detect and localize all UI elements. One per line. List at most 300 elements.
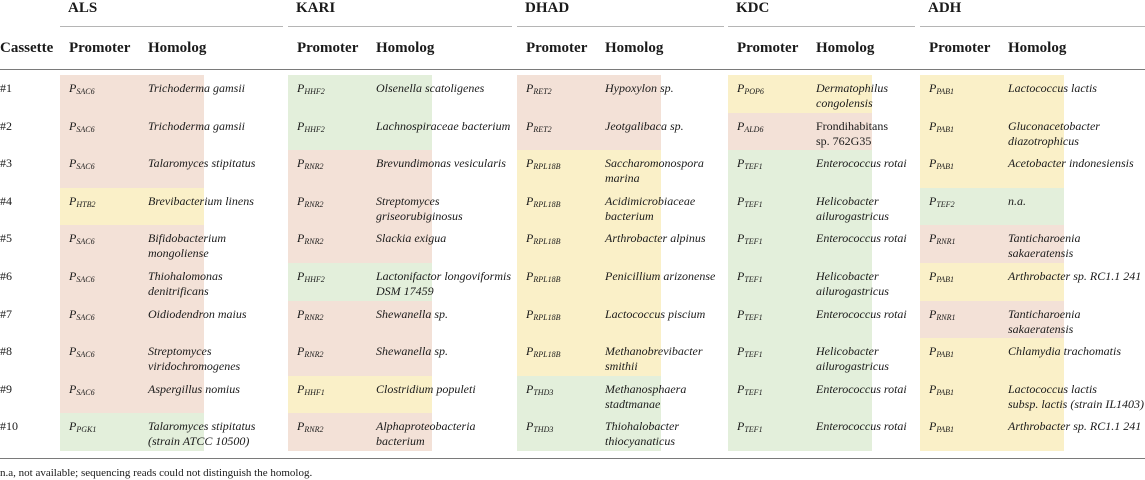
homolog-name bbox=[1008, 419, 1141, 434]
homolog-line: sakaeratensis bbox=[1008, 246, 1074, 261]
promoter-name bbox=[69, 156, 95, 174]
homolog-header: Homolog bbox=[1008, 40, 1067, 56]
promoter-name bbox=[526, 419, 553, 437]
homolog-line: Aspergillus nomius bbox=[148, 381, 240, 396]
homolog-name bbox=[148, 419, 255, 449]
promoter-subscript: PAB1 bbox=[936, 124, 954, 134]
homolog-line: Tanticharoenia bbox=[1008, 306, 1081, 321]
homolog-line: marina bbox=[605, 171, 640, 186]
promoter-prefix: P bbox=[737, 231, 745, 246]
promoter-header: Promoter bbox=[737, 40, 799, 56]
homolog-header: Homolog bbox=[816, 40, 875, 56]
promoter-subscript: RPL18B bbox=[533, 237, 561, 247]
promoter-name bbox=[69, 269, 95, 287]
promoter-name bbox=[526, 81, 552, 99]
promoter-subscript: RNR1 bbox=[936, 312, 956, 322]
promoter-prefix: P bbox=[69, 344, 77, 359]
group-header-kdc: KDC bbox=[736, 0, 770, 16]
cassette-id: #1 bbox=[0, 81, 12, 95]
promoter-prefix: P bbox=[929, 81, 937, 95]
promoter-subscript: TEF1 bbox=[744, 425, 763, 435]
promoter-subscript: SAC6 bbox=[76, 162, 95, 172]
promoter-name bbox=[929, 307, 955, 325]
promoter-header: Promoter bbox=[69, 40, 131, 56]
promoter-name bbox=[737, 344, 763, 362]
group-header-als: ALS bbox=[68, 0, 98, 16]
homolog-line: ailurogastricus bbox=[816, 359, 889, 374]
cassette-id: #2 bbox=[0, 118, 12, 133]
homolog-name bbox=[1008, 119, 1100, 149]
promoter-subscript: THD3 bbox=[533, 387, 554, 397]
promoter-prefix: P bbox=[526, 306, 534, 321]
promoter-name bbox=[737, 231, 763, 249]
promoter-subscript: SAC6 bbox=[76, 87, 95, 96]
promoter-prefix: P bbox=[737, 193, 745, 208]
homolog-name bbox=[605, 382, 686, 412]
homolog-name bbox=[376, 344, 448, 359]
homolog-line: stadtmanae bbox=[605, 396, 661, 411]
promoter-subscript: PAB1 bbox=[936, 275, 954, 284]
homolog-line: Trichoderma gamsii bbox=[148, 118, 246, 133]
promoter-prefix: P bbox=[737, 306, 745, 321]
promoter-name bbox=[526, 231, 560, 249]
cassette-id: #3 bbox=[0, 156, 12, 171]
promoter-subscript: TEF1 bbox=[744, 387, 763, 397]
homolog-name bbox=[816, 231, 907, 246]
promoter-prefix: P bbox=[69, 231, 77, 246]
homolog-line: Alphaproteobacteria bbox=[376, 419, 476, 434]
bottom-rule bbox=[0, 458, 1145, 459]
promoter-prefix: P bbox=[737, 344, 745, 359]
promoter-subscript: RNR2 bbox=[304, 199, 324, 209]
promoter-prefix: P bbox=[929, 118, 937, 133]
promoter-subscript: HHF1 bbox=[304, 387, 325, 397]
promoter-prefix: P bbox=[929, 419, 937, 434]
homolog-line: Chlamydia trachomatis bbox=[1008, 344, 1121, 359]
promoter-name bbox=[929, 419, 954, 437]
promoter-prefix: P bbox=[737, 419, 745, 434]
promoter-prefix: P bbox=[69, 269, 77, 283]
homolog-line: Helicobacter bbox=[816, 344, 879, 359]
promoter-name bbox=[929, 194, 955, 212]
homolog-name bbox=[376, 382, 476, 397]
homolog-name bbox=[816, 81, 888, 111]
promoter-name bbox=[737, 269, 763, 287]
promoter-subscript: RPL18B bbox=[533, 275, 561, 284]
promoter-name bbox=[69, 344, 95, 362]
homolog-line: Jeotgalibaca sp. bbox=[605, 118, 684, 133]
homolog-line: sp. 762G35 bbox=[816, 133, 872, 148]
homolog-name bbox=[605, 307, 705, 322]
promoter-prefix: P bbox=[297, 381, 305, 396]
homolog-name bbox=[148, 344, 240, 374]
promoter-name bbox=[297, 419, 323, 437]
promoter-prefix: P bbox=[297, 193, 305, 208]
promoter-prefix: P bbox=[929, 381, 937, 396]
promoter-prefix: P bbox=[929, 306, 937, 321]
homolog-line: Talaromyces stipitatus bbox=[148, 419, 256, 434]
group-header-adh: ADH bbox=[928, 0, 962, 16]
promoter-prefix: P bbox=[297, 419, 305, 434]
homolog-line: griseorubiginosus bbox=[376, 208, 463, 223]
promoter-subscript: RNR2 bbox=[304, 350, 324, 360]
promoter-prefix: P bbox=[69, 381, 77, 396]
promoter-name bbox=[737, 419, 763, 437]
promoter-name bbox=[69, 307, 95, 325]
homolog-line: Acidimicrobiaceae bbox=[605, 193, 696, 208]
promoter-name bbox=[929, 382, 954, 400]
promoter-prefix: P bbox=[297, 306, 305, 321]
promoter-name bbox=[737, 382, 763, 400]
group-rule bbox=[60, 26, 283, 27]
cassette-header: Cassette bbox=[0, 40, 54, 56]
promoter-prefix: P bbox=[297, 344, 305, 359]
homolog-name bbox=[1008, 156, 1134, 171]
promoter-name bbox=[526, 307, 560, 325]
promoter-name bbox=[69, 81, 95, 99]
promoter-subscript: TEF1 bbox=[744, 350, 763, 360]
promoter-prefix: P bbox=[69, 118, 77, 133]
homolog-name bbox=[148, 81, 245, 96]
homolog-line: Lactococcus lactis bbox=[1008, 81, 1097, 95]
promoter-subscript: PAB1 bbox=[936, 162, 954, 172]
promoter-name bbox=[929, 156, 954, 174]
promoter-name bbox=[297, 269, 325, 287]
homolog-line: Bifidobacterium bbox=[148, 231, 226, 246]
homolog-line: mongoliense bbox=[148, 246, 209, 261]
promoter-name bbox=[737, 194, 763, 212]
promoter-name bbox=[297, 81, 325, 99]
homolog-line: ailurogastricus bbox=[816, 284, 889, 298]
homolog-line: Streptomyces bbox=[148, 344, 212, 359]
homolog-name bbox=[1008, 81, 1097, 96]
promoter-subscript: RNR1 bbox=[936, 237, 956, 247]
homolog-line: subsp. lactis (strain IL1403) bbox=[1008, 396, 1145, 411]
promoter-prefix: P bbox=[526, 81, 534, 95]
homolog-line: Arthrobacter sp. RC1.1 241 bbox=[1008, 419, 1142, 434]
promoter-prefix: P bbox=[526, 156, 534, 171]
promoter-prefix: P bbox=[737, 381, 745, 396]
promoter-subscript: TEF1 bbox=[744, 275, 763, 284]
homolog-name bbox=[148, 269, 223, 299]
promoter-prefix: P bbox=[69, 419, 77, 434]
homolog-header: Homolog bbox=[376, 40, 435, 56]
promoter-prefix: P bbox=[526, 344, 534, 359]
homolog-name bbox=[148, 194, 254, 209]
promoter-name bbox=[737, 156, 763, 174]
homolog-line: Enterococcus rotai bbox=[816, 419, 907, 434]
homolog-line: Enterococcus rotai bbox=[816, 381, 907, 396]
homolog-name bbox=[605, 269, 715, 284]
homolog-line: Enterococcus rotai bbox=[816, 156, 907, 171]
promoter-subscript: HTB2 bbox=[76, 199, 96, 209]
homolog-name bbox=[376, 231, 446, 246]
homolog-line: Hypoxylon sp. bbox=[605, 81, 674, 95]
promoter-prefix: P bbox=[929, 344, 937, 359]
homolog-line: Lachnospiraceae bacterium bbox=[376, 118, 511, 133]
promoter-subscript: TEF2 bbox=[936, 199, 955, 209]
homolog-line: Methanobrevibacter bbox=[605, 344, 703, 359]
promoter-name bbox=[929, 119, 954, 137]
homolog-name bbox=[605, 194, 695, 224]
homolog-line: Shewanella sp. bbox=[376, 344, 448, 359]
homolog-name bbox=[816, 119, 888, 149]
homolog-name bbox=[1008, 382, 1144, 412]
homolog-line: n.a. bbox=[1008, 193, 1026, 208]
promoter-name bbox=[297, 194, 323, 212]
homolog-line: (strain ATCC 10500) bbox=[148, 434, 250, 449]
homolog-line: Thiohalobacter bbox=[605, 419, 679, 434]
homolog-line: Shewanella sp. bbox=[376, 306, 448, 321]
promoter-name bbox=[526, 344, 560, 362]
promoter-header: Promoter bbox=[526, 40, 588, 56]
promoter-name bbox=[69, 382, 95, 400]
homolog-line: bacterium bbox=[376, 434, 425, 449]
promoter-prefix: P bbox=[297, 231, 305, 246]
homolog-name bbox=[816, 307, 907, 322]
promoter-subscript: PAB1 bbox=[936, 350, 954, 360]
homolog-line: Brevundimonas vesicularis bbox=[376, 156, 506, 171]
promoter-prefix: P bbox=[526, 419, 534, 434]
homolog-name bbox=[376, 81, 484, 96]
promoter-subscript: PGK1 bbox=[76, 425, 97, 435]
promoter-name bbox=[526, 194, 560, 212]
promoter-prefix: P bbox=[297, 81, 305, 95]
promoter-prefix: P bbox=[297, 269, 305, 283]
promoter-subscript: HHF2 bbox=[304, 275, 325, 284]
promoter-subscript: TEF1 bbox=[744, 162, 763, 172]
promoter-subscript: RET2 bbox=[533, 87, 552, 96]
homolog-name bbox=[605, 119, 684, 134]
homolog-line: viridochromogenes bbox=[148, 359, 241, 374]
promoter-subscript: THD3 bbox=[533, 425, 554, 435]
promoter-name bbox=[297, 382, 325, 400]
homolog-name bbox=[816, 382, 907, 397]
cassette-id: #4 bbox=[0, 193, 12, 208]
table-footnote: n.a, not available; sequencing reads could not distinguish the homolog. bbox=[0, 467, 313, 479]
promoter-name bbox=[929, 344, 954, 362]
promoter-prefix: P bbox=[297, 156, 305, 171]
homolog-line: Arthrobacter alpinus bbox=[605, 231, 706, 246]
promoter-name bbox=[297, 156, 323, 174]
homolog-line: Lactonifactor longoviformis bbox=[376, 269, 511, 283]
promoter-prefix: P bbox=[526, 118, 534, 133]
promoter-subscript: PAB1 bbox=[936, 425, 954, 435]
promoter-name bbox=[69, 194, 95, 212]
homolog-name bbox=[605, 419, 679, 449]
homolog-name bbox=[148, 307, 247, 322]
promoter-name bbox=[526, 119, 552, 137]
promoter-subscript: RNR2 bbox=[304, 162, 324, 172]
group-header-dhad: DHAD bbox=[525, 0, 570, 16]
homolog-line: Enterococcus rotai bbox=[816, 306, 907, 321]
cassette-id: #6 bbox=[0, 269, 12, 283]
promoter-name bbox=[737, 307, 763, 325]
group-rule bbox=[288, 26, 512, 27]
homolog-line: Lactococcus piscium bbox=[605, 306, 706, 321]
promoter-subscript: SAC6 bbox=[76, 275, 95, 284]
homolog-name bbox=[376, 419, 476, 449]
homolog-name bbox=[376, 194, 463, 224]
homolog-line: Penicillium arizonense bbox=[605, 269, 716, 283]
promoter-subscript: SAC6 bbox=[76, 237, 95, 247]
homolog-line: Olsenella scatoligenes bbox=[376, 81, 485, 95]
homolog-line: Oidiodendron maius bbox=[148, 306, 247, 321]
promoter-prefix: P bbox=[929, 193, 937, 208]
homolog-line: Brevibacterium linens bbox=[148, 193, 254, 208]
homolog-name bbox=[376, 156, 506, 171]
homolog-name bbox=[1008, 344, 1121, 359]
promoter-subscript: TEF1 bbox=[744, 237, 763, 247]
homolog-name bbox=[376, 269, 511, 299]
promoter-subscript: RNR2 bbox=[304, 425, 324, 435]
homolog-line: sakaeratensis bbox=[1008, 321, 1074, 336]
homolog-line: thiocyanaticus bbox=[605, 434, 675, 449]
cassette-id: #5 bbox=[0, 231, 12, 246]
homolog-name bbox=[376, 307, 448, 322]
homolog-name bbox=[605, 81, 674, 96]
cassette-id: #9 bbox=[0, 381, 12, 396]
homolog-line: smithii bbox=[605, 359, 638, 374]
homolog-line: Frondihabitans bbox=[816, 118, 888, 133]
promoter-name bbox=[737, 81, 764, 99]
promoter-prefix: P bbox=[69, 306, 77, 321]
homolog-line: Helicobacter bbox=[816, 269, 879, 283]
homolog-name bbox=[148, 156, 255, 171]
homolog-line: Gluconacetobacter bbox=[1008, 118, 1100, 133]
homolog-name bbox=[148, 382, 240, 397]
homolog-line: Trichoderma gamsii bbox=[148, 81, 246, 95]
promoter-prefix: P bbox=[526, 193, 534, 208]
promoter-subscript: RNR2 bbox=[304, 237, 324, 247]
promoter-subscript: RPL18B bbox=[533, 162, 561, 172]
homolog-name bbox=[816, 344, 889, 374]
promoter-header: Promoter bbox=[297, 40, 359, 56]
homolog-name bbox=[816, 156, 907, 171]
group-header-kari: KARI bbox=[296, 0, 336, 16]
homolog-line: Tanticharoenia bbox=[1008, 231, 1081, 246]
homolog-line: Slackia exigua bbox=[376, 231, 447, 246]
promoter-name bbox=[297, 231, 323, 249]
promoter-name bbox=[69, 119, 95, 137]
promoter-subscript: SAC6 bbox=[76, 387, 95, 397]
promoter-name bbox=[929, 81, 954, 99]
homolog-name bbox=[816, 194, 889, 224]
promoter-subscript: RPL18B bbox=[533, 199, 561, 209]
homolog-name bbox=[1008, 307, 1080, 337]
homolog-line: Enterococcus rotai bbox=[816, 231, 907, 246]
promoter-name bbox=[69, 231, 95, 249]
cassette-id: #8 bbox=[0, 344, 12, 359]
homolog-name bbox=[816, 269, 889, 299]
promoter-subscript: RET2 bbox=[533, 124, 552, 134]
promoter-name bbox=[297, 119, 325, 137]
promoter-subscript: POP6 bbox=[744, 87, 764, 96]
promoter-name bbox=[526, 382, 553, 400]
promoter-prefix: P bbox=[69, 193, 77, 208]
homolog-line: DSM 17459 bbox=[376, 284, 434, 298]
promoter-name bbox=[297, 307, 323, 325]
promoter-subscript: SAC6 bbox=[76, 350, 95, 360]
homolog-line: Clostridium populeti bbox=[376, 381, 476, 396]
homolog-header: Homolog bbox=[148, 40, 207, 56]
promoter-prefix: P bbox=[929, 269, 937, 283]
homolog-line: Thiohalomonas bbox=[148, 269, 223, 283]
promoter-prefix: P bbox=[929, 231, 937, 246]
homolog-line: denitrificans bbox=[148, 284, 209, 298]
promoter-prefix: P bbox=[526, 381, 534, 396]
homolog-line: Arthrobacter sp. RC1.1 241 bbox=[1008, 269, 1142, 283]
homolog-name bbox=[148, 231, 226, 261]
group-rule bbox=[728, 26, 915, 27]
promoter-prefix: P bbox=[737, 118, 745, 133]
homolog-name bbox=[816, 419, 907, 434]
homolog-name bbox=[605, 344, 703, 374]
homolog-line: Saccharomonospora bbox=[605, 156, 704, 171]
promoter-prefix: P bbox=[526, 231, 534, 246]
homolog-name bbox=[605, 231, 706, 246]
promoter-subscript: SAC6 bbox=[76, 124, 95, 134]
promoter-name bbox=[737, 119, 763, 137]
homolog-line: diazotrophicus bbox=[1008, 133, 1079, 148]
homolog-line: congolensis bbox=[816, 96, 873, 110]
promoter-prefix: P bbox=[737, 81, 745, 95]
promoter-subscript: SAC6 bbox=[76, 312, 95, 322]
promoter-prefix: P bbox=[929, 156, 937, 171]
promoter-prefix: P bbox=[737, 269, 745, 283]
homolog-name bbox=[1008, 231, 1080, 261]
promoter-name bbox=[526, 269, 560, 287]
promoter-prefix: P bbox=[69, 81, 77, 95]
promoter-header: Promoter bbox=[929, 40, 991, 56]
homolog-line: bacterium bbox=[605, 208, 654, 223]
homolog-name bbox=[1008, 194, 1026, 209]
promoter-subscript: RPL18B bbox=[533, 312, 561, 322]
group-rule bbox=[517, 26, 724, 27]
homolog-line: Lactococcus lactis bbox=[1008, 381, 1097, 396]
promoter-name bbox=[929, 231, 955, 249]
homolog-line: ailurogastricus bbox=[816, 208, 889, 223]
homolog-name bbox=[376, 119, 510, 134]
promoter-name bbox=[69, 419, 96, 437]
homolog-name bbox=[1008, 269, 1141, 284]
promoter-name bbox=[297, 344, 323, 362]
header-rule bbox=[0, 69, 1145, 70]
cassette-id: #10 bbox=[0, 419, 18, 434]
promoter-subscript: TEF1 bbox=[744, 199, 763, 209]
promoter-subscript: RPL18B bbox=[533, 350, 561, 360]
promoter-prefix: P bbox=[737, 156, 745, 171]
group-rule bbox=[920, 26, 1145, 27]
promoter-subscript: HHF2 bbox=[304, 124, 325, 134]
promoter-prefix: P bbox=[69, 156, 77, 171]
homolog-line: Streptomyces bbox=[376, 193, 440, 208]
promoter-subscript: ALD6 bbox=[744, 124, 764, 134]
homolog-line: Talaromyces stipitatus bbox=[148, 156, 256, 171]
homolog-name bbox=[148, 119, 245, 134]
homolog-line: Acetobacter indonesiensis bbox=[1008, 156, 1134, 171]
homolog-line: Methanosphaera bbox=[605, 381, 687, 396]
promoter-prefix: P bbox=[526, 269, 534, 283]
promoter-subscript: RNR2 bbox=[304, 312, 324, 322]
promoter-subscript: PAB1 bbox=[936, 387, 954, 397]
homolog-name bbox=[605, 156, 704, 186]
promoter-name bbox=[929, 269, 954, 287]
homolog-line: Dermatophilus bbox=[816, 81, 888, 95]
promoter-subscript: PAB1 bbox=[936, 87, 954, 96]
promoter-subscript: TEF1 bbox=[744, 312, 763, 322]
promoter-prefix: P bbox=[297, 118, 305, 133]
